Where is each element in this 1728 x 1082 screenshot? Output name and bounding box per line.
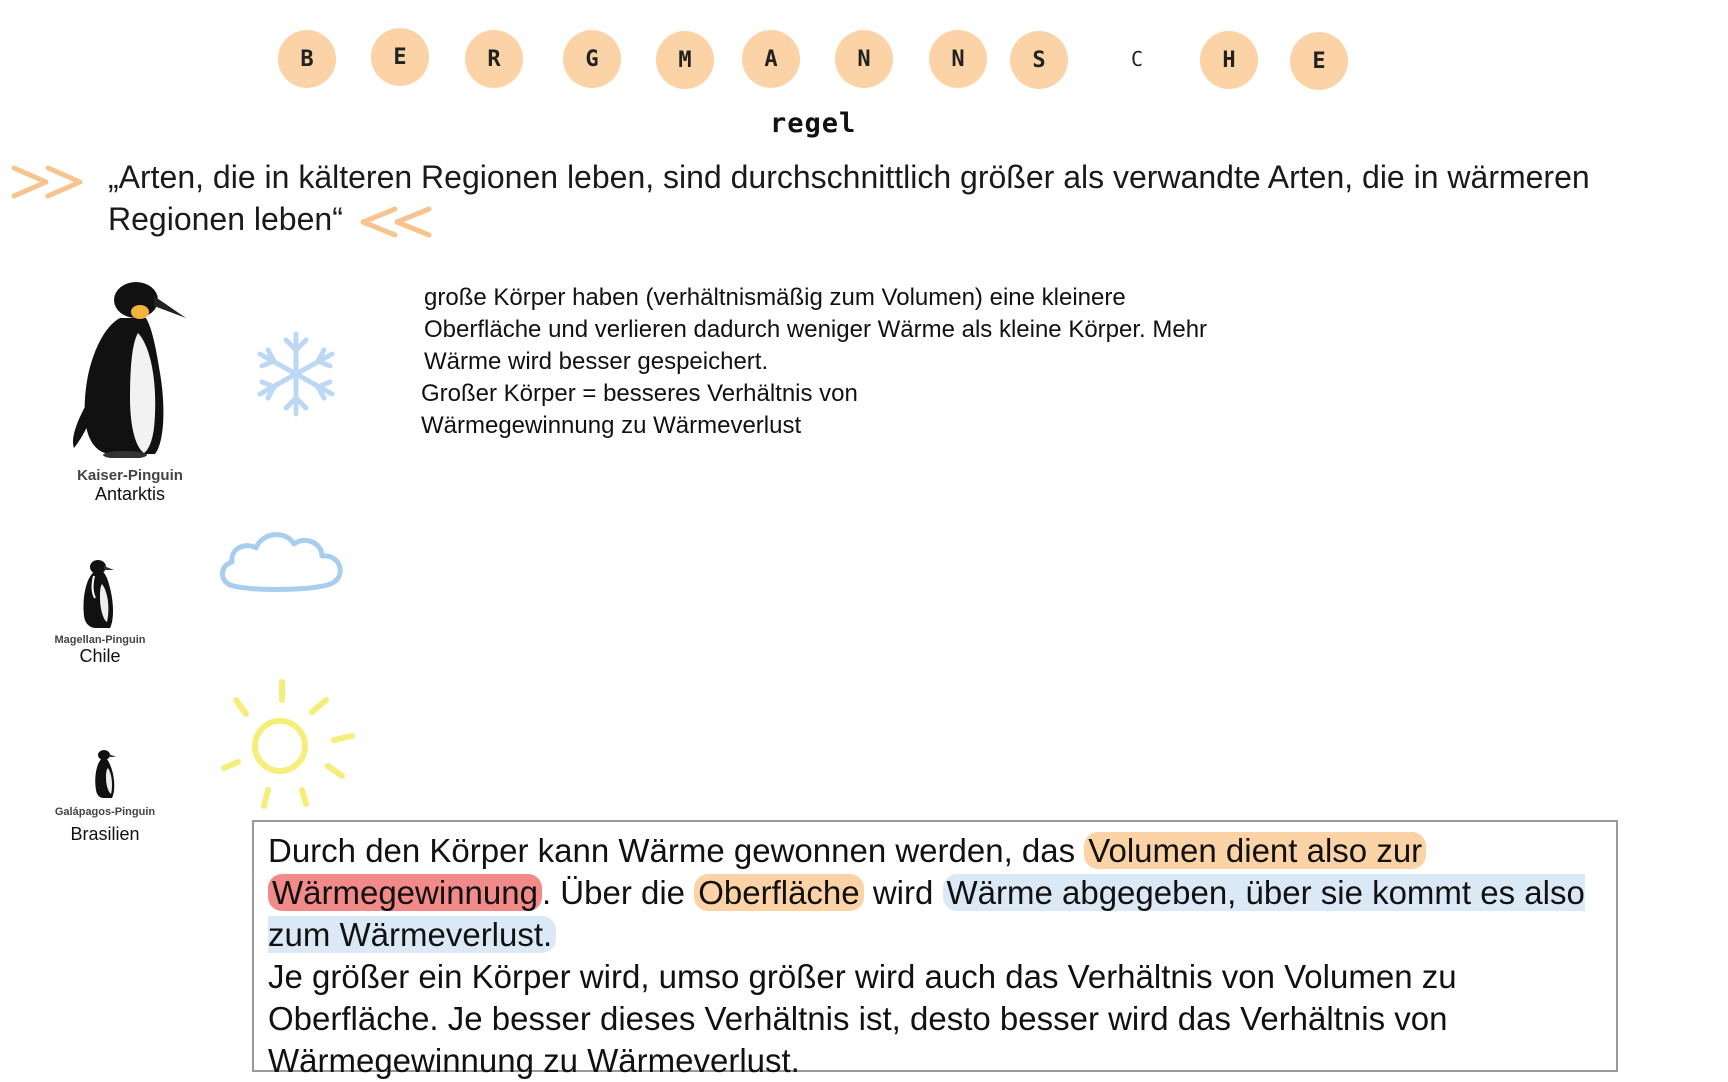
explanation	[421, 282, 1344, 442]
title-letter: E	[1290, 32, 1348, 90]
penguin-species: Magellan-Pinguin	[54, 634, 146, 646]
title-letter: N	[929, 30, 987, 88]
title-letter: M	[656, 31, 714, 89]
summary-paragraph	[268, 830, 1602, 956]
quote-body: „Arten, die in kälteren Regionen leben, sind durchschnittlich größer als verwandte Arten, die in wärmeren Regionen leben“	[108, 159, 1590, 237]
penguin-emperor	[60, 278, 200, 505]
title-letter: C	[1130, 47, 1144, 71]
snowflake-icon	[248, 328, 344, 420]
title-letter: S	[1010, 31, 1068, 89]
title-suffix: regel	[770, 108, 857, 139]
quote-text	[108, 156, 1628, 240]
title-letter: B	[278, 30, 336, 88]
penguin-icon	[50, 748, 160, 800]
highlight-waermegewinnung: Wärmegewinnung	[268, 874, 542, 911]
title-letter: G	[563, 30, 621, 88]
double-arrow-icon	[10, 164, 88, 200]
rule-quote	[10, 156, 1710, 246]
double-arrow-icon	[357, 205, 435, 239]
explanation-line: Großer Körper = besseres Verhältnis von	[421, 380, 858, 407]
penguin-region: Brasilien	[70, 824, 140, 844]
penguin-species: Kaiser-Pinguin	[77, 467, 183, 484]
title-letters	[0, 0, 1728, 110]
penguin-icon	[60, 278, 200, 458]
cloud-icon	[216, 524, 348, 596]
penguin-species: Galápagos-Pinguin	[54, 806, 156, 818]
summary-text: wird	[863, 874, 943, 911]
title-letter: R	[465, 30, 523, 88]
summary-box	[252, 820, 1618, 1079]
title-letter: E	[371, 28, 429, 86]
summary-text: . Über die	[541, 874, 695, 911]
penguin-icon	[50, 558, 150, 630]
title-letter: A	[742, 30, 800, 88]
highlight-oberflaeche: Oberfläche	[694, 874, 863, 911]
penguin-region: Chile	[79, 646, 121, 666]
penguin-galapagos	[50, 748, 160, 845]
explanation-line: Oberfläche und verlieren dadurch weniger Wärme als kleine Körper. Mehr	[424, 316, 1208, 343]
explanation-line: Wärme wird besser gespeichert.	[424, 348, 769, 375]
summary-paragraph: Je größer ein Körper wird, umso größer wird auch das Verhältnis von Volumen zu Oberfläche. Je besser dieses Verhältnis ist, desto besser wird das Verhältnis von Wärmegewinnung zu Wärmeverlust.	[268, 958, 1457, 1079]
summary-text: Durch den Körper kann Wärme gewonnen werden, das	[268, 832, 1085, 869]
highlight-waermeverlust: Wärme abgegeben, über sie kommt es also zum Wärmeverlust.	[268, 874, 1585, 953]
explanation-line: große Körper haben (verhältnismäßig zum Volumen) eine kleinere	[424, 284, 1126, 311]
highlight-volume: Volumen dient also zur	[1084, 832, 1426, 869]
penguin-magellan	[50, 558, 150, 667]
sun-icon	[218, 672, 358, 812]
title-letter: N	[835, 30, 893, 88]
title-letter: H	[1200, 31, 1258, 89]
penguin-region: Antarktis	[94, 484, 166, 504]
explanation-line: Wärmegewinnung zu Wärmeverlust	[421, 412, 802, 439]
